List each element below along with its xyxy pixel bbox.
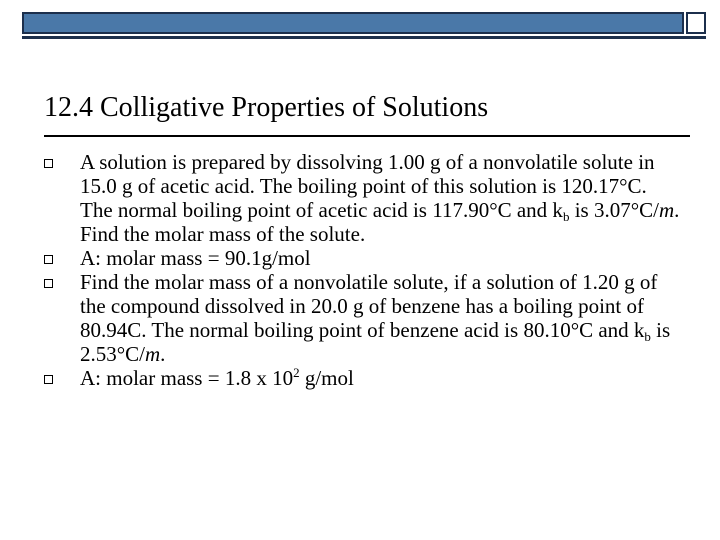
square-bullet-icon: [44, 255, 53, 264]
square-bullet-icon: [44, 279, 53, 288]
square-bullet-icon: [44, 375, 53, 384]
subscript: b: [644, 329, 651, 344]
bullet-item-question-1: [40, 150, 680, 246]
header-bar: [22, 12, 684, 34]
bullet-text: Find the molar mass of a nonvolatile solute, if a solution of 1.20 g of the compound dissolved in 20.0 g of benzene has a boiling point of 80.94C. The normal boiling point of benzene acid is 80.10°C and k: [80, 270, 658, 342]
title-underline: [44, 135, 690, 137]
header-rule: [22, 36, 706, 39]
bullet-text: A: molar mass = 1.8 x 10: [80, 366, 294, 390]
superscript: 2: [293, 365, 300, 380]
bullet-text: . Find the molar mass of the solute.: [80, 198, 680, 246]
slide-title: 12.4 Colligative Properties of Solutions: [44, 92, 489, 123]
bullet-text: is 2.53°C/: [80, 318, 671, 366]
italic-text: m: [145, 342, 161, 366]
bullet-item-question-2: [40, 270, 680, 366]
bullet-list: [40, 150, 680, 390]
subscript: b: [562, 209, 570, 224]
bullet-item-answer-2: [40, 366, 680, 390]
italic-text: m: [658, 198, 675, 222]
header-bar-box: [686, 12, 706, 34]
bullet-text: A solution is prepared by dissolving 1.00 g of a nonvolatile solute in 15.0 g of acetic acid. The boiling point of this solution is 120.17°C. The normal boiling point of acetic acid is 117.90°C and k: [80, 150, 655, 222]
bullet-text: .: [160, 342, 166, 366]
bullet-text: A: molar mass = 90.1g/mol: [80, 246, 311, 270]
square-bullet-icon: [44, 159, 53, 168]
bullet-item-answer-1: [40, 246, 680, 270]
bullet-text: g/mol: [299, 366, 354, 390]
bullet-text: is 3.07°C/: [569, 198, 659, 222]
